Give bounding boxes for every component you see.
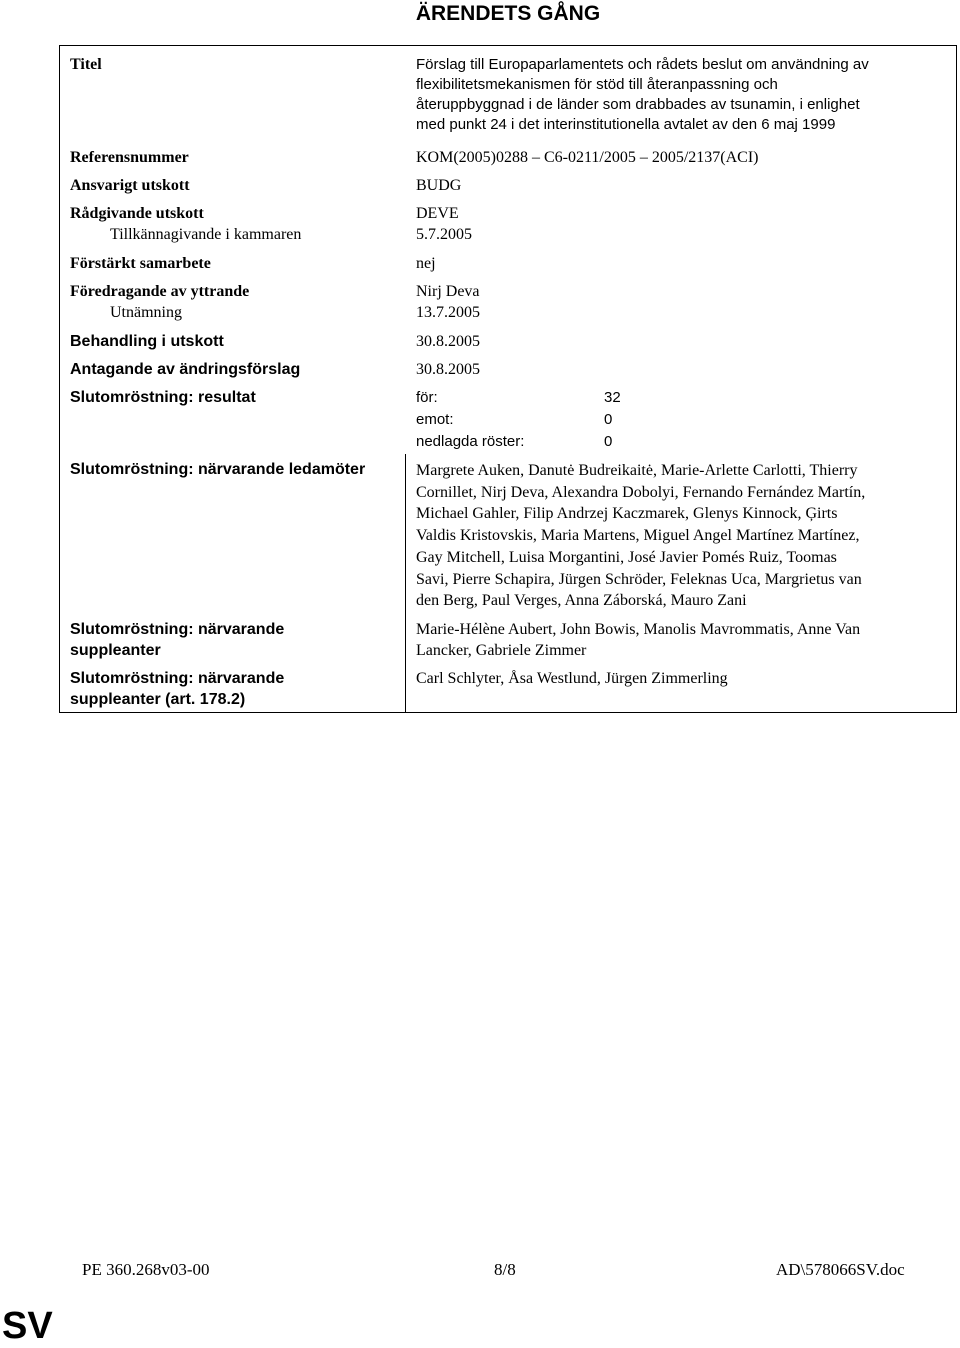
- suppleanter-art-label: [70, 668, 284, 710]
- resultat-for-value: 32: [604, 389, 621, 406]
- titel-label: Titel: [70, 56, 102, 73]
- suppleanter-art-label-line: Slutomröstning: närvarande: [70, 670, 285, 687]
- resultat-emot-label: emot:: [416, 411, 454, 428]
- ledamoter-line: den Berg, Paul Verges, Anna Záborská, Mauro Zani: [416, 592, 747, 610]
- foredragande-value: Nirj Deva: [416, 283, 480, 300]
- antagande-value: 30.8.2005: [416, 361, 480, 378]
- ledamoter-line: Michael Gahler, Filip Andrzej Kaczmarek, Glenys Kinnock, Ģirts: [416, 505, 838, 523]
- titel-line: flexibilitetsmekanismen för stöd till återanpassning och: [416, 76, 778, 93]
- resultat-for-label: för:: [416, 389, 438, 406]
- resultat-nedlagda-value: 0: [604, 433, 613, 450]
- ledamoter-line: Margrete Auken, Danutė Budreikaitė, Marie-Arlette Carlotti, Thierry: [416, 462, 858, 479]
- footer-page-number: 8/8: [494, 1260, 516, 1279]
- behandling-value: 30.8.2005: [416, 333, 480, 350]
- ledamoter-line: Gay Mitchell, Luisa Morgantini, José Javier Pomés Ruiz, Toomas: [416, 548, 837, 566]
- ansvarigt-utskott-label: Ansvarigt utskott: [70, 177, 190, 194]
- referensnummer-label: Referensnummer: [70, 149, 189, 166]
- behandling-label: Behandling i utskott: [70, 333, 224, 350]
- suppleanter-line: Marie-Hélène Aubert, John Bowis, Manolis Mavrommatis, Anne Van: [416, 621, 861, 638]
- suppleanter-label: [70, 619, 284, 661]
- footer-document-number: PE 360.268v03-00: [82, 1260, 210, 1279]
- suppleanter-line: Lancker, Gabriele Zimmer: [416, 642, 587, 659]
- resultat-label: Slutomröstning: resultat: [70, 389, 256, 406]
- radgivande-utskott-label: Rådgivande utskott: [70, 205, 204, 222]
- titel-line: Förslag till Europaparlamentets och rådets beslut om användning av: [416, 56, 869, 73]
- forstarkt-samarbete-label: Förstärkt samarbete: [70, 255, 211, 272]
- ledamoter-line: Valdis Kristovskis, Maria Martens, Miguel Angel Martínez Martínez,: [416, 527, 860, 545]
- tillkannagivande-label: Tillkännagivande i kammaren: [110, 226, 302, 243]
- radgivande-utskott-value: DEVE: [416, 205, 459, 222]
- titel-line: med punkt 24 i det interinstitutionella avtalet av den 6 maj 1999: [416, 116, 836, 133]
- tillkannagivande-value: 5.7.2005: [416, 226, 472, 243]
- page-title: ÄRENDETS GÅNG: [415, 2, 601, 25]
- language-code: SV: [2, 1305, 53, 1347]
- titel-value: [416, 55, 869, 135]
- titel-line: återuppbyggnad i de länder som drabbades av tsunamin, i enlighet: [416, 96, 860, 113]
- ledamoter-label: Slutomröstning: närvarande ledamöter: [70, 461, 366, 478]
- ledamoter-line: Savi, Pierre Schapira, Jürgen Schröder, Feleknas Uca, Margrietus van: [416, 570, 862, 588]
- referensnummer-value: KOM(2005)0288 – C6-0211/2005 – 2005/2137(ACI): [416, 149, 759, 166]
- suppleanter-value: [416, 619, 860, 661]
- suppleanter-label-line: suppleanter: [70, 642, 161, 659]
- ledamoter-value: [416, 460, 865, 612]
- resultat-nedlagda-label: nedlagda röster:: [416, 433, 525, 450]
- column-divider: [405, 454, 406, 713]
- utnamning-label: Utnämning: [110, 304, 182, 321]
- antagande-label: Antagande av ändringsförslag: [70, 361, 301, 378]
- suppleanter-art-label-line: suppleanter (art. 178.2): [70, 691, 246, 708]
- suppleanter-label-line: Slutomröstning: närvarande: [70, 621, 285, 638]
- utnamning-value: 13.7.2005: [416, 304, 480, 321]
- resultat-emot-value: 0: [604, 411, 613, 428]
- foredragande-label: Föredragande av yttrande: [70, 283, 250, 300]
- ledamoter-line: Cornillet, Nirj Deva, Alexandra Dobolyi, Fernando Fernández Martín,: [416, 483, 866, 501]
- footer-filename: AD\578066SV.doc: [776, 1260, 905, 1279]
- ansvarigt-utskott-value: BUDG: [416, 177, 462, 194]
- suppleanter-art-value: Carl Schlyter, Åsa Westlund, Jürgen Zimmerling: [416, 670, 728, 687]
- forstarkt-samarbete-value: nej: [416, 255, 436, 272]
